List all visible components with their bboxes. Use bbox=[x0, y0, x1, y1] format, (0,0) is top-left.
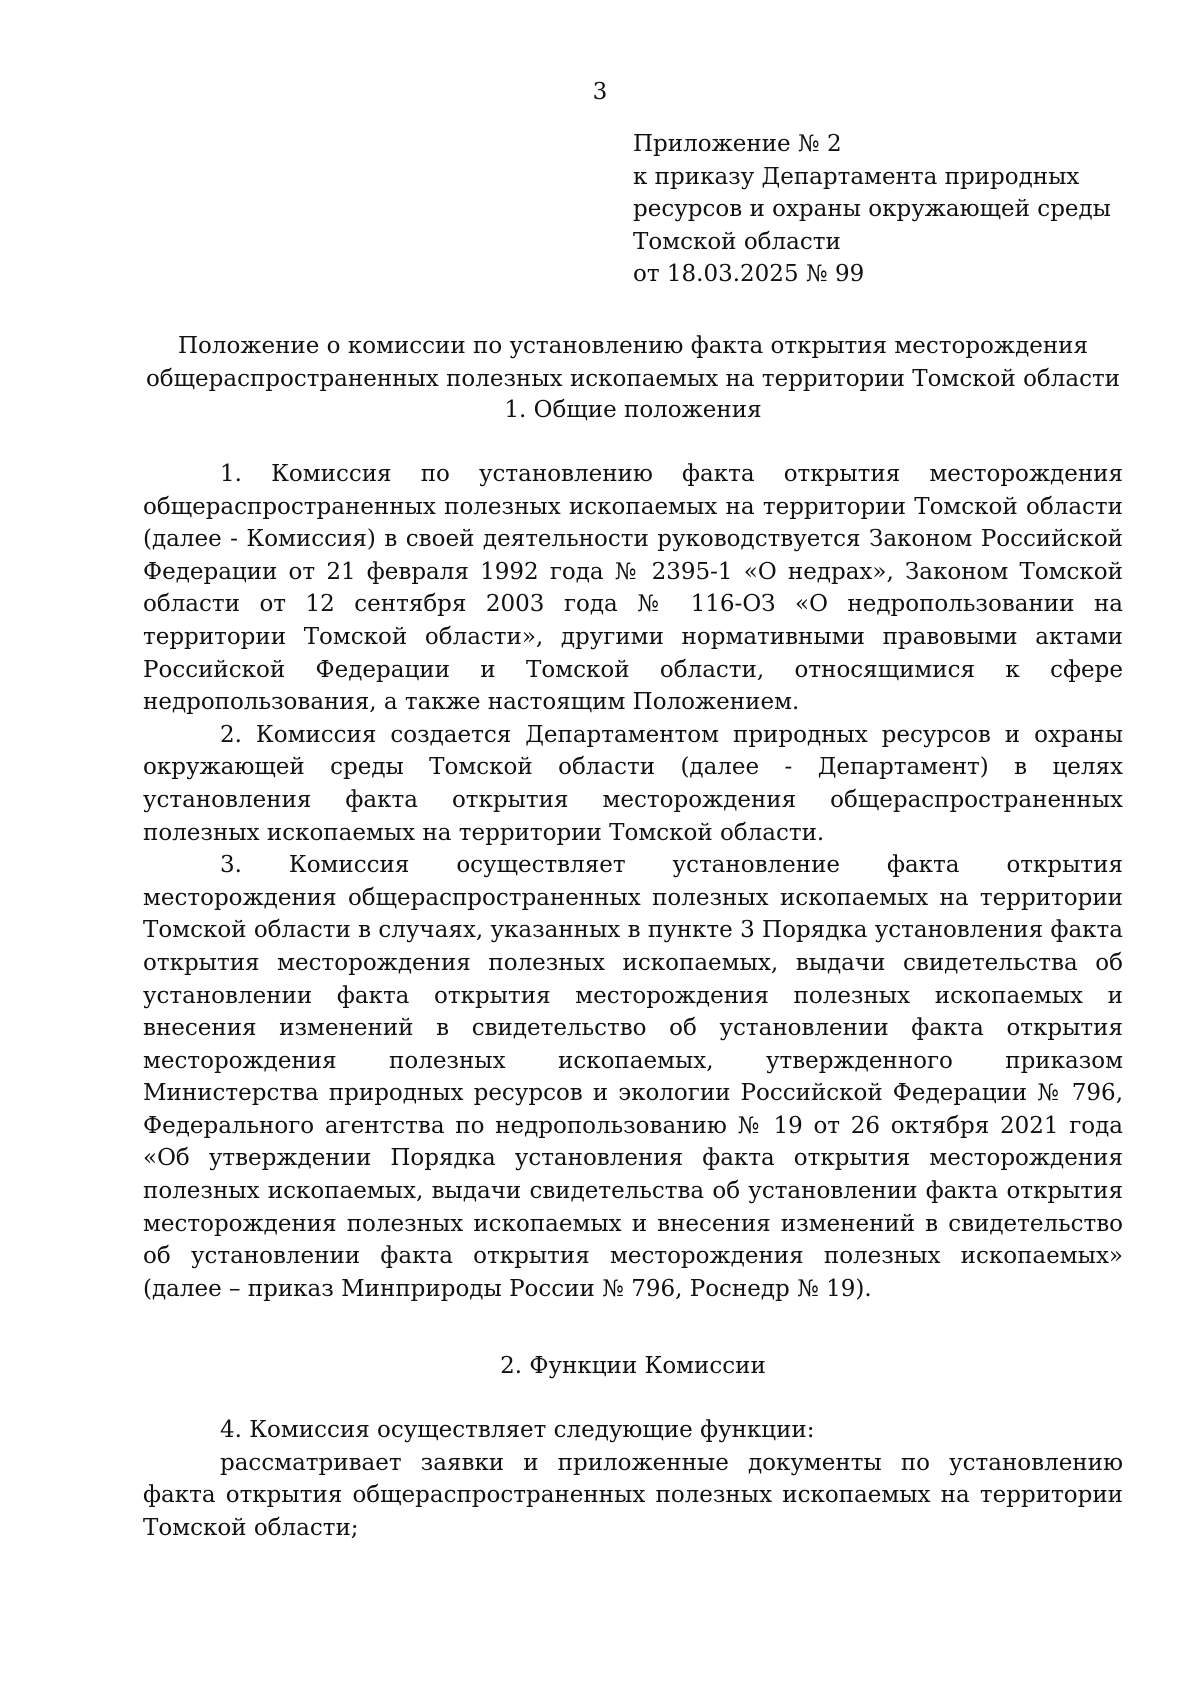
document-title: Положение о комиссии по установлению факта открытия месторождения общераспространенных полезных ископаемых на территории Томской области bbox=[145, 333, 1121, 392]
section-2-body bbox=[143, 1414, 1123, 1544]
section-1-heading: 1. Общие положения bbox=[504, 397, 762, 423]
appendix-line: ресурсов и охраны окружающей среды bbox=[633, 196, 1111, 222]
appendix-line: Томской области bbox=[633, 228, 841, 255]
appendix-block bbox=[633, 128, 1111, 291]
paragraph-5: рассматривает заявки и приложенные документы по установлению факта открытия общераспространенных полезных ископаемых на территории Томской области; bbox=[143, 1449, 1123, 1541]
appendix-line: к приказу Департамента природных bbox=[633, 163, 1080, 190]
page-number: 3 bbox=[592, 79, 608, 105]
appendix-line: Приложение № 2 bbox=[633, 131, 842, 157]
paragraph-1: 1. Комиссия по установлению факта открытия месторождения общераспространенных полезных ископаемых на территории Томской области (далее - Комиссия) в своей деятельности руководствуется Законом Российской Федерации от 21 февраля 1992 года № 2395-1 «О недрах», Законом Томской области от 12 сентября 2003 года № 116-ОЗ «О недропользовании на территории Томской области», другими нормативными правовыми актами Российской Федерации и Томской области, относящимися к сфере недропользования, а также настоящим Положением. bbox=[143, 461, 1123, 716]
section-1-body bbox=[143, 458, 1123, 1305]
paragraph-2: 2. Комиссия создается Департаментом природных ресурсов и охраны окружающей среды Томской области (далее - Департамент) в целях установления факта открытия месторождения общераспространенных полезных ископаемых на территории Томской области. bbox=[143, 721, 1123, 846]
appendix-line: от 18.03.2025 № 99 bbox=[633, 261, 865, 287]
section-2-heading: 2. Функции Комиссии bbox=[500, 1353, 766, 1379]
paragraph-3: 3. Комиссия осуществляет установление факта открытия месторождения общераспространенных полезных ископаемых на территории Томской области в случаях, указанных в пункте 3 Порядка установления факта открытия месторождения полезных ископаемых, выдачи свидетельства об установлении факта открытия месторождения полезных ископаемых и внесения изменений в свидетельство об установлении факта открытия месторождения полезных ископаемых, утвержденного приказом Министерства природных ресурсов и экологии Российской Федерации № 796, Федерального агентства по недропользованию № 19 от 26 октября 2021 года «Об утверждении Порядка установления факта открытия месторождения полезных ископаемых, выдачи свидетельства об установлении факта открытия месторождения полезных ископаемых и внесения изменений в свидетельство об установлении факта открытия месторождения полезных ископаемых» (далее – приказ Минприроды России № 796, Роснедр № 19). bbox=[143, 852, 1123, 1302]
paragraph-4: 4. Комиссия осуществляет следующие функции: bbox=[220, 1417, 815, 1443]
